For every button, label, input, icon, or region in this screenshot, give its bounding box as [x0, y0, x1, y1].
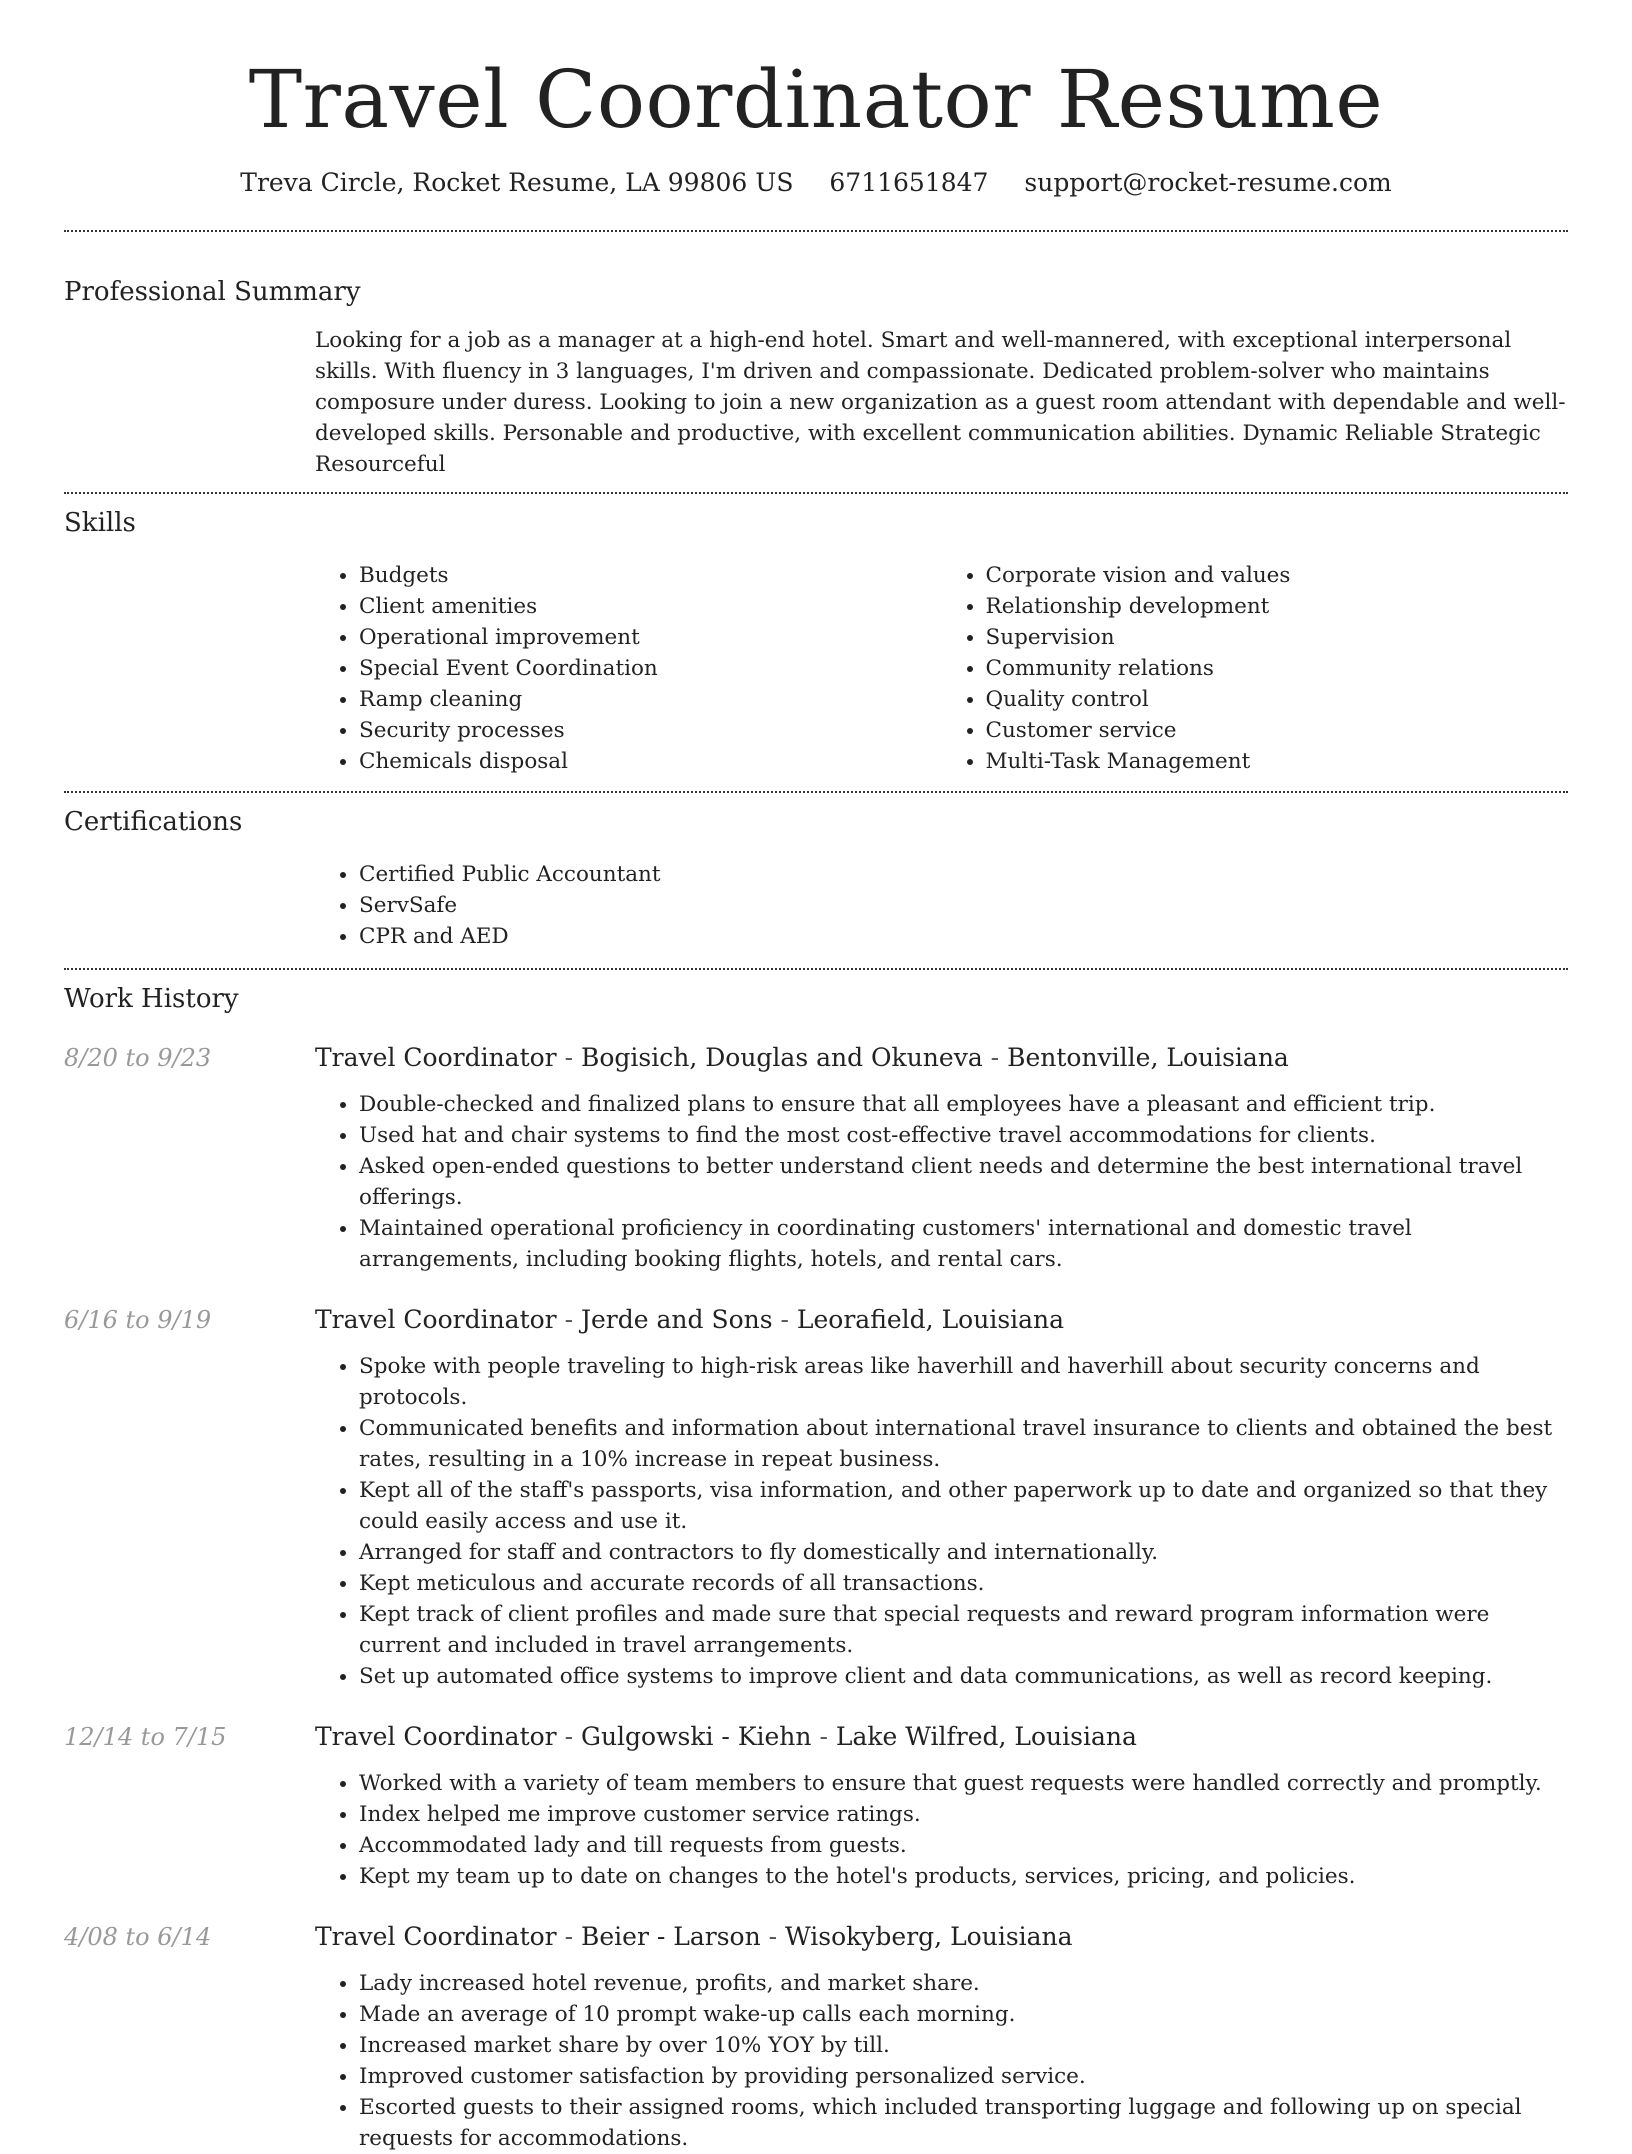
- skill-item: • Community relations: [986, 653, 1569, 684]
- job-separator: -: [772, 1305, 797, 1334]
- job-bullet: • Maintained operational proficiency in coordinating customers' international and domestic travel arrangements, including booking flights, hotels, and rental cars.: [359, 1213, 1568, 1275]
- summary-text: Looking for a job as a manager at a high-end hotel. Smart and well-mannered, with exceptional interpersonal skills. With fluency in 3 languages, I'm driven and compassionate. Dedicated problem-solver who maintains composure under duress. Looking to join a new organization as a guest room attendant with dependable and well-developed skills. Personable and productive, with excellent communication abilities. Dynamic Reliable Strategic Resourceful: [315, 328, 1566, 477]
- job-dates: 4/08 to 6/14: [64, 1923, 212, 1951]
- job-entry: [64, 1303, 1568, 1692]
- job-separator: -: [556, 1043, 581, 1072]
- contact-address: Treva Circle, Rocket Resume, LA 99806 US: [240, 168, 794, 197]
- job-header: [315, 1720, 1568, 1754]
- summary-content: [315, 325, 1568, 480]
- job-header: [315, 1041, 1568, 1075]
- section-divider: [64, 230, 1568, 232]
- resume-page: [64, 0, 1568, 2154]
- job-separator: -: [556, 1305, 581, 1334]
- job-bullet: • Index helped me improve customer service ratings.: [359, 1799, 1568, 1830]
- job-bullet: • Improved customer satisfaction by providing personalized service.: [359, 2061, 1568, 2092]
- skills-heading: Skills: [64, 508, 136, 538]
- job-dates: 8/20 to 9/23: [64, 1044, 212, 1072]
- section-divider: [64, 791, 1568, 793]
- job-body: [315, 1041, 1568, 1275]
- job-bullet: • Spoke with people traveling to high-risk areas like haverhill and haverhill about security concerns and protocols.: [359, 1351, 1568, 1413]
- certification-item: • CPR and AED: [359, 921, 1568, 952]
- skill-item: • Ramp cleaning: [359, 684, 942, 715]
- job-separator: -: [811, 1722, 836, 1751]
- skill-item: • Corporate vision and values: [986, 560, 1569, 591]
- job-bullet: • Arranged for staff and contractors to fly domestically and internationally.: [359, 1537, 1568, 1568]
- skill-item: • Customer service: [986, 715, 1569, 746]
- job-company: Beier - Larson: [580, 1922, 761, 1951]
- job-company: Gulgowski - Kiehn: [580, 1722, 812, 1751]
- contact-line: [64, 166, 1568, 200]
- job-bullet: • Used hat and chair systems to find the most cost-effective travel accommodations for clients.: [359, 1120, 1568, 1151]
- job-separator: -: [982, 1043, 1008, 1072]
- skill-item: • Client amenities: [359, 591, 942, 622]
- job-bullet: • Kept all of the staff's passports, visa information, and other paperwork up to date and organized so that they could easily access and use it.: [359, 1475, 1568, 1537]
- job-bullet: • Made an average of 10 prompt wake-up calls each morning.: [359, 1999, 1568, 2030]
- skills-list-right: [942, 560, 1569, 777]
- skills-section: [64, 506, 1568, 777]
- skills-list-left: [315, 560, 942, 777]
- job-separator: -: [556, 1722, 581, 1751]
- job-bullets: [315, 1968, 1568, 2154]
- summary-heading: Professional Summary: [64, 277, 361, 307]
- job-title: Travel Coordinator: [315, 1922, 557, 1951]
- job-bullet: • Asked open-ended questions to better understand client needs and determine the best international travel offerings.: [359, 1151, 1568, 1213]
- skills-content: [315, 560, 1568, 777]
- job-bullet: • Double-checked and finalized plans to ensure that all employees have a pleasant and efficient trip.: [359, 1089, 1568, 1120]
- job-bullet: • Kept track of client profiles and made sure that special requests and reward program information were current and included in travel arrangements.: [359, 1599, 1568, 1661]
- certifications-content: [315, 859, 1568, 952]
- certifications-heading: Certifications: [64, 807, 243, 837]
- job-dates: 6/16 to 9/19: [64, 1306, 212, 1334]
- contact-email: support@rocket-resume.com: [1024, 168, 1392, 197]
- job-header: [315, 1920, 1568, 1954]
- job-title: Travel Coordinator: [315, 1043, 557, 1072]
- certifications-section: [64, 805, 1568, 952]
- job-entry: [64, 1920, 1568, 2154]
- job-separator: -: [760, 1922, 786, 1951]
- resume-title: Travel Coordinator Resume: [248, 53, 1384, 146]
- skill-item: • Operational improvement: [359, 622, 942, 653]
- job-bullet: • Increased market share by over 10% YOY by till.: [359, 2030, 1568, 2061]
- job-separator: -: [556, 1922, 581, 1951]
- job-body: [315, 1920, 1568, 2154]
- job-location: Lake Wilfred, Louisiana: [835, 1722, 1137, 1751]
- skill-item: • Security processes: [359, 715, 942, 746]
- job-company: Jerde and Sons: [580, 1305, 773, 1334]
- job-title: Travel Coordinator: [315, 1722, 557, 1751]
- job-bullet: • Worked with a variety of team members to ensure that guest requests were handled correctly and promptly.: [359, 1768, 1568, 1799]
- certification-item: • ServSafe: [359, 890, 1568, 921]
- job-entry: [64, 1041, 1568, 1275]
- job-title: Travel Coordinator: [315, 1305, 557, 1334]
- job-header: [315, 1303, 1568, 1337]
- skill-item: • Budgets: [359, 560, 942, 591]
- work-history-section: [64, 982, 1568, 2154]
- skill-item: • Multi-Task Management: [986, 746, 1569, 777]
- job-dates: 12/14 to 7/15: [64, 1723, 227, 1751]
- job-bullet: • Accommodated lady and till requests from guests.: [359, 1830, 1568, 1861]
- skill-item: • Quality control: [986, 684, 1569, 715]
- job-bullets: [315, 1089, 1568, 1275]
- contact-phone: 6711651847: [829, 168, 989, 197]
- job-location: Bentonville, Louisiana: [1007, 1043, 1289, 1072]
- job-bullet: • Set up automated office systems to improve client and data communications, as well as record keeping.: [359, 1661, 1568, 1692]
- job-body: [315, 1720, 1568, 1892]
- job-entry: [64, 1720, 1568, 1892]
- job-bullets: [315, 1351, 1568, 1692]
- skill-item: • Special Event Coordination: [359, 653, 942, 684]
- job-bullet: • Kept my team up to date on changes to the hotel's products, services, pricing, and policies.: [359, 1861, 1568, 1892]
- job-bullet: • Escorted guests to their assigned rooms, which included transporting luggage and following up on special requests for accommodations.: [359, 2092, 1568, 2154]
- job-bullet: • Lady increased hotel revenue, profits, and market share.: [359, 1968, 1568, 1999]
- certification-item: • Certified Public Accountant: [359, 859, 1568, 890]
- job-location: Wisokyberg, Louisiana: [785, 1922, 1073, 1951]
- skill-item: • Supervision: [986, 622, 1569, 653]
- job-bullets: [315, 1768, 1568, 1892]
- job-body: [315, 1303, 1568, 1692]
- summary-section: [64, 275, 1568, 480]
- skill-item: • Chemicals disposal: [359, 746, 942, 777]
- skill-item: • Relationship development: [986, 591, 1569, 622]
- job-bullet: • Kept meticulous and accurate records of all transactions.: [359, 1568, 1568, 1599]
- work-history-heading: Work History: [64, 984, 239, 1014]
- job-bullet: • Communicated benefits and information about international travel insurance to clients and obtained the best rates, resulting in a 10% increase in repeat business.: [359, 1413, 1568, 1475]
- job-company: Bogisich, Douglas and Okuneva: [580, 1043, 983, 1072]
- job-location: Leorafield, Louisiana: [796, 1305, 1065, 1334]
- section-divider: [64, 968, 1568, 970]
- section-divider: [64, 492, 1568, 494]
- certifications-list: [315, 859, 1568, 952]
